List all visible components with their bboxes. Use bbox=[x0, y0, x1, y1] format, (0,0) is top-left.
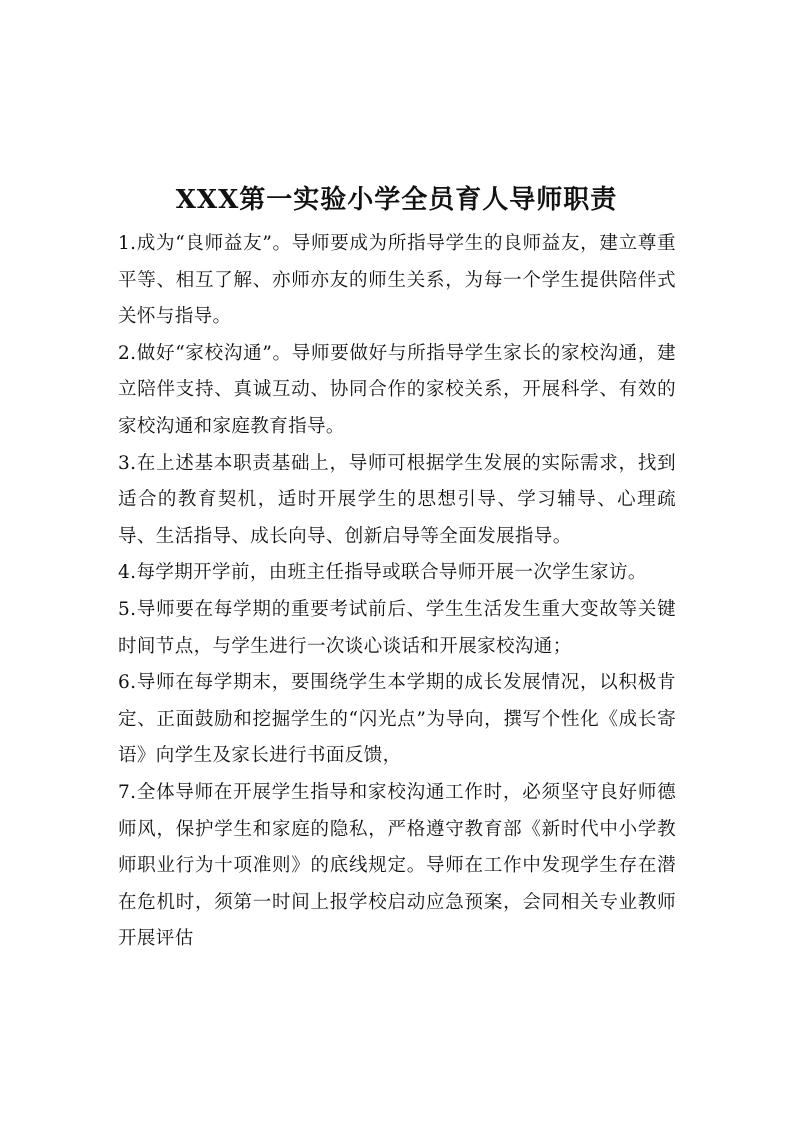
paragraph-3: 3.在上述基本职责基础上，导师可根据学生发展的实际需求，找到适合的教育契机，适时开展学生的思想引导、学习辅导、心理疏导、生活指导、成长向导、创新启导等全面发展指导。 bbox=[118, 452, 676, 547]
document-body bbox=[118, 226, 676, 958]
paragraph-4: 4.每学期开学前，由班主任指导或联合导师开展一次学生家访。 bbox=[118, 562, 647, 584]
paragraph-5: 5.导师要在每学期的重要考试前后、学生生活发生重大变故等关键时间节点，与学生进行一次谈心谈话和开展家校沟通； bbox=[118, 598, 676, 657]
paragraph-2: 2.做好“家校沟通”。导师要做好与所指导学生家长的家校沟通，建立陪伴支持、真诚互动、协同合作的家校关系，开展科学、有效的家校沟通和家庭教育指导。 bbox=[118, 342, 676, 437]
paragraph-1: 1.成为“良师益友”。导师要成为所指导学生的良师益友，建立尊重平等、相互了解、亦师亦友的师生关系，为每一个学生提供陪伴式关怀与指导。 bbox=[118, 233, 676, 328]
document-title: XXX第一实验小学全员育人导师职责 bbox=[175, 185, 618, 215]
paragraph-6: 6.导师在每学期末，要围绕学生本学期的成长发展情况，以积极肯定、正面鼓励和挖掘学生的“闪光点”为导向，撰写个性化《成长寄语》向学生及家长进行书面反馈， bbox=[118, 672, 676, 767]
paragraph-7: 7.全体导师在开展学生指导和家校沟通工作时，必须坚守良好师德师风，保护学生和家庭的隐私，严格遵守教育部《新时代中小学教师职业行为十项准则》的底线规定。导师在工作中发现学生存在潜在危机时，须第一时间上报学校启动应急预案，会同相关专业教师开展评估 bbox=[118, 781, 676, 950]
